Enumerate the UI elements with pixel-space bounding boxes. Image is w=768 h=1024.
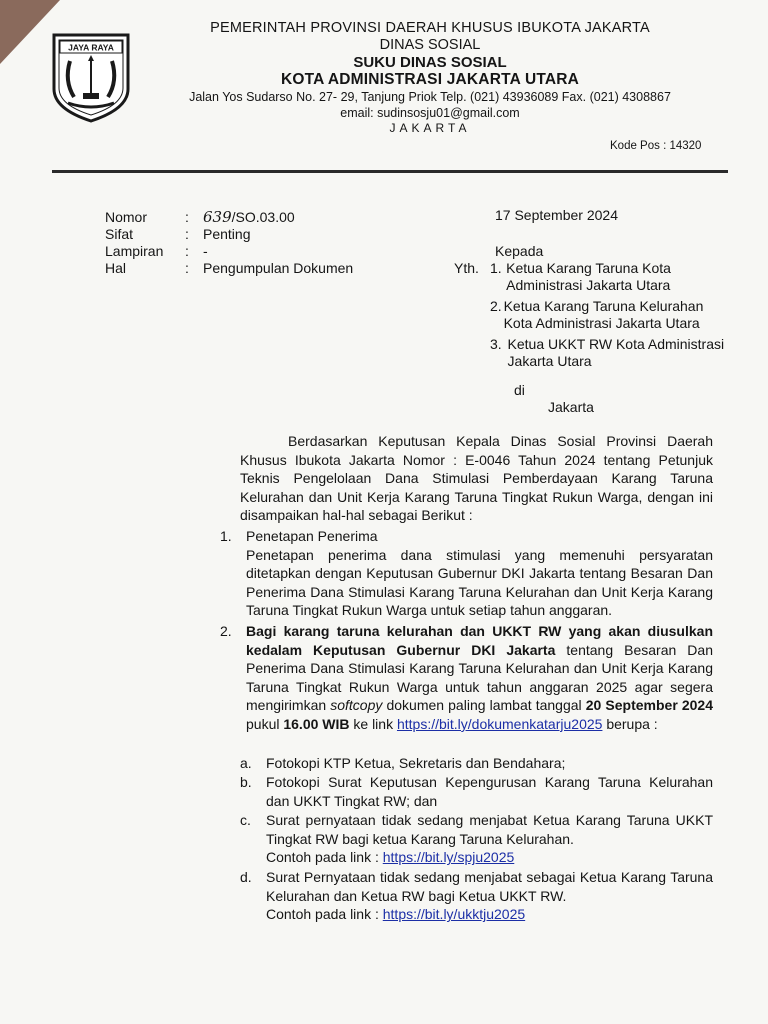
office-email: email: sudinsosju01@gmail.com [340, 106, 520, 120]
requirement-item [240, 754, 713, 773]
meta-colon: : [185, 209, 189, 225]
requirement-text: Fotokopi Surat Keputusan Kepengurusan Karang Taruna Kelurahan dan UKKT Tingkat RW; dan [266, 774, 713, 809]
yth-label: Yth. [454, 260, 479, 276]
item2-bold-text: Bagi karang taruna kelurahan dan UKKT RW yang akan diusulkan kedalam Keputusan Gubernur DKI Jakarta [246, 622, 713, 658]
requirement-letter: c. [240, 812, 251, 829]
list-content [246, 527, 713, 620]
lampiran-label: Lampiran [105, 243, 164, 259]
nomor-suffix: /SO.03.00 [231, 209, 295, 225]
recipient-di: di [514, 382, 525, 398]
office-address: Jalan Yos Sudarso No. 27- 29, Tanjung Priok Telp. (021) 43936089 Fax. (021) 4308867 [189, 90, 671, 104]
sub-department-name: SUKU DINAS SOSIAL [353, 54, 507, 71]
item2-text: pukul [246, 715, 284, 732]
nomor-label: Nomor [105, 209, 148, 225]
recipient-item [490, 298, 730, 332]
letter-date: 17 September 2024 [495, 207, 618, 223]
hal-label: Hal [105, 260, 127, 276]
emblem-text: JAYA RAYA [68, 42, 114, 53]
meta-colon: : [185, 260, 189, 276]
letter-body [220, 432, 713, 925]
recipient-number: 1. [490, 260, 502, 276]
meta-colon: : [185, 243, 189, 259]
requirement-letter: d. [240, 869, 252, 886]
nomor-value [203, 209, 295, 226]
requirement-item [240, 773, 713, 810]
item2-text: ke link [349, 715, 397, 732]
recipient-text: Ketua UKKT RW Kota Administrasi Jakarta Utara [507, 336, 725, 369]
requirement-text: Fotokopi KTP Ketua, Sekretaris dan Bendahara; [266, 754, 566, 771]
requirement-letter: b. [240, 774, 252, 791]
recipient-item [490, 336, 730, 370]
list-number: 2. [220, 622, 232, 639]
meta-sifat [105, 226, 353, 243]
letterhead-divider [52, 170, 728, 173]
requirement-item [240, 868, 713, 924]
list-item-1 [220, 527, 713, 620]
deadline-time: 16.00 WIB [283, 715, 350, 732]
recipient-number: 3. [490, 336, 502, 352]
example-link-ukktju[interactable]: https://bit.ly/ukktju2025 [382, 906, 526, 923]
example-line [266, 905, 713, 924]
item2-text: dokumen paling lambat tanggal [382, 697, 586, 714]
recipient-city: Jakarta [548, 399, 594, 415]
jaya-raya-emblem [50, 31, 132, 123]
item2-text: berupa : [602, 715, 658, 732]
list-item-2 [220, 622, 713, 734]
example-line [266, 848, 713, 867]
list-content [246, 622, 713, 734]
letterhead [140, 20, 720, 136]
kepada-label: Kepada [495, 243, 544, 259]
recipient-text: Ketua Karang Taruna Kelurahan Kota Administrasi Jakarta Utara [503, 298, 704, 331]
recipient-list [490, 260, 730, 374]
deadline-date: 20 September 2024 [585, 697, 714, 714]
sifat-label: Sifat [105, 226, 134, 242]
department-name: DINAS SOSIAL [379, 37, 481, 53]
document-upload-link[interactable]: https://bit.ly/dokumenkatarju2025 [396, 715, 603, 732]
hal-value: Pengumpulan Dokumen [203, 260, 354, 276]
meta-lampiran [105, 243, 353, 260]
recipient-text: Ketua Karang Taruna Kota Administrasi Jakarta Utara [506, 260, 671, 293]
meta-colon: : [185, 226, 189, 242]
recipient-number: 2. [490, 298, 502, 314]
recipient-item [490, 260, 730, 294]
example-label: Contoh pada link : [266, 849, 383, 866]
office-city: JAKARTA [389, 121, 471, 135]
document-requirements [240, 754, 713, 924]
example-link-spju[interactable]: https://bit.ly/spju2025 [382, 849, 515, 866]
handwritten-number: 639 [203, 208, 232, 226]
requirement-item [240, 811, 713, 867]
meta-nomor [105, 209, 353, 226]
item2-text: tentang Besaran Dan Penerima Dana Stimulasi Karang Taruna Kelurahan dan Unit Kerja Karang Taruna Tingkat Rukun Warga untuk tahun anggaran 2025 agar segera mengirimkan [246, 641, 713, 714]
softcopy-text: softcopy [330, 697, 383, 714]
lampiran-value: - [203, 243, 208, 259]
postal-code: Kode Pos : 14320 [610, 140, 702, 152]
requirement-content [266, 868, 713, 924]
item1-text: Penetapan penerima dana stimulasi yang memenuhi persyaratan ditetapkan dengan Keputusan Gubernur DKI Jakarta tentang Besaran Dan Penerima Dana Stimulasi Karang Taruna Kelurahan dan Unit Kerja Karang Taruna Tingkat Rukun Warga untuk setiap tahun anggaran. [246, 546, 713, 619]
meta-hal [105, 260, 353, 277]
requirement-letter: a. [240, 754, 252, 771]
requirement-text: Surat pernyataan tidak sedang menjabat Ketua Karang Taruna UKKT Tingkat RW bagi ketua Karang Taruna Kelurahan. [266, 812, 713, 847]
government-name: PEMERINTAH PROVINSI DAERAH KHUSUS IBUKOTA JAKARTA [210, 20, 650, 36]
requirement-text: Surat Pernyataan tidak sedang menjabat sebagai Ketua Karang Taruna Kelurahan dan Ketua RW bagi Ketua UKKT RW. [266, 869, 713, 904]
letter-meta [105, 209, 353, 277]
item1-title: Penetapan Penerima [246, 527, 378, 544]
example-label: Contoh pada link : [266, 906, 383, 923]
list-number: 1. [220, 527, 232, 544]
intro-paragraph: Berdasarkan Keputusan Kepala Dinas Sosial Provinsi Daerah Khusus Ibukota Jakarta Nomor : E-0046 Tahun 2024 tentang Petunjuk Teknis Pengelolaan Dana Stimulasi Pemberdayaan Karang Taruna Kelurahan dan Unit Kerja Karang Taruna Tingkat Rukun Warga, dengan ini disampaikan hal-hal sebagai Berikut : [240, 433, 713, 524]
sifat-value: Penting [203, 226, 251, 242]
requirement-content [266, 811, 713, 867]
city-administration: KOTA ADMINISTRASI JAKARTA UTARA [280, 71, 580, 88]
